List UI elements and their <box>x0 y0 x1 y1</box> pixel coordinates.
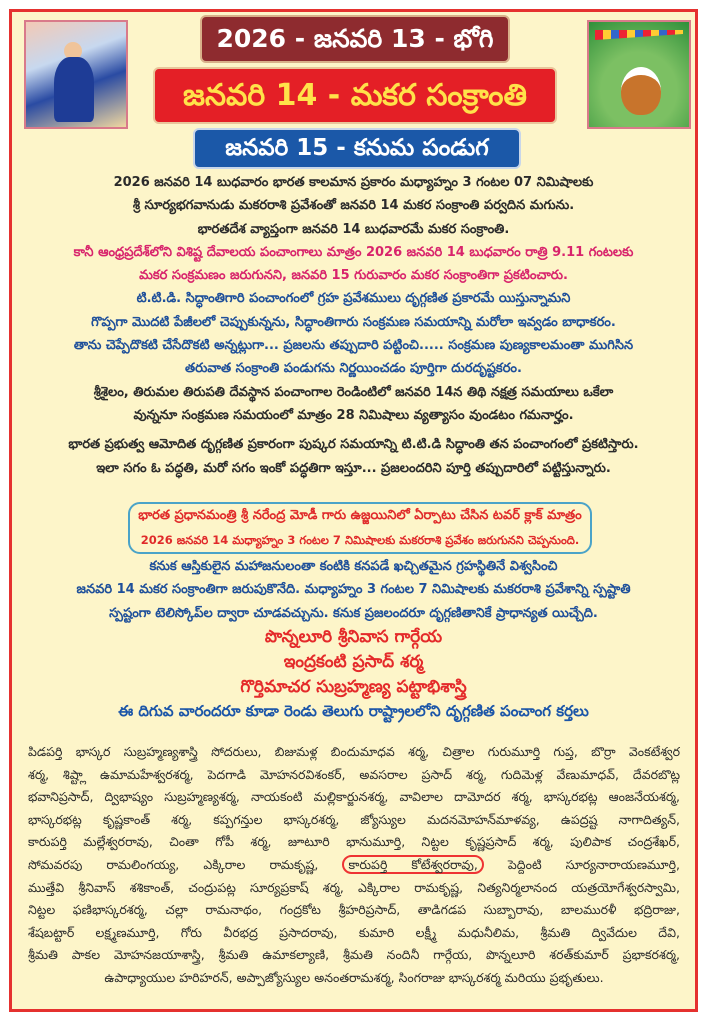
bhogi-banner: 2026 - జనవరి 13 - భోగి <box>200 15 510 63</box>
para3-line: టి.టి.డి. సిద్ధాంతిగారి పంచాంగంలో గ్రహ ప్రవేశములు దృగ్గణిత ప్రకారమే యిస్తున్నామని <box>136 291 571 307</box>
conclusion-text <box>12 555 695 723</box>
names-heading: ఈ దిగువ వారందరూ కూడా రెండు తెలుగు రాష్ట్రాలలోని దృగ్గణిత పంచాంగ కర్తలు <box>118 701 589 720</box>
names-segment: పెద్దింటి సూర్యనారాయణమూర్తి, <box>507 856 680 872</box>
para1-line: భారతదేశ వ్యాప్తంగా జనవరి 14 బుధవారమే మకర సంక్రాంతి. <box>197 221 510 237</box>
names-line: నిట్టల ఫణిభాస్కరశర్మ, చల్లా రామనాథం, గంద్రకోట శ్రీహరిప్రసాద్, తాడిగడప సుబ్బారావు, బాలమురళీ భద్రిరాజు, <box>28 902 680 918</box>
names-segment: సోమవరపు రామలింగయ్య, ఎక్కిరాల రామకృష్ణ, <box>28 856 319 872</box>
kanuma-banner: జనవరి 15 - కనుమ పండుగ <box>193 128 521 169</box>
tower-clock-callout <box>128 502 592 554</box>
para1-line: 2026 జనవరి 14 బుధవారం భారత కాలమాన ప్రకారం మధ్యాహ్నం 3 గంటల 07 నిమిషాలకు <box>113 175 594 190</box>
names-line: పిడపర్తి భాస్కర సుబ్రహ్మణ్యశాస్త్రి సోదరులు, బిజుమళ్ల బిందుమాధవ శర్మ, చిత్రాల గురుమూర్తి గుప్త, బొర్రా వెంకటేశ్వర <box>28 744 680 759</box>
pongal-pot <box>621 67 661 115</box>
para3-line: తాను చెప్పేదొకటి చేసేదొకటి అన్నట్లుగా... ప్రజలను తప్పుదారి పట్టించి..... సంక్రమణ పుణ్యకాలమంతా ముగిసిన <box>73 338 634 354</box>
para5-line: ఇలా సగం ఓ పద్ధతి, మరో సగం ఇంకో పద్ధతిగా ఇస్తూ... ప్రజలందరిని పూర్తి తప్పుదారిలో పట్టిస్తున్నారు. <box>96 460 611 476</box>
names-line <box>28 854 680 877</box>
circled-name: కారుపర్తి కోటేశ్వరరావు, <box>342 855 483 874</box>
para2-line: మకర సంక్రమణం జరుగునని, జనవరి 15 గురువారం మకర సంక్రాంతిగా ప్రకటించారు. <box>139 268 568 284</box>
names-line: భవానిప్రసాద్, ద్విభాష్యం సుబ్రహ్మణ్యశర్మ, నాయకంటి మల్లికార్జునశర్మ, వావిలాల దామోదర శర్మ, భాస్కరభట్ల ఆంజనేయశర్మ, <box>28 789 680 805</box>
para3-line: గొప్పగా మొదటి పేజీలలో చెప్పుకున్నను, సిద్ధాంతిగారు సంక్రమణ సమయాన్ని మరోలా ఇవ్వడం బాధాకరం. <box>91 314 616 330</box>
names-line: భాస్కరభట్ల కృష్ణకాంత్ శర్మ, కప్పగన్తుల భాస్కరశర్మ, జ్యోస్యుల మదనమోహన్‌మాళవ్య, ఉపద్రష్ట నాగాదిత్యన్, <box>28 811 680 827</box>
para5-line: భారత ప్రభుత్వ ఆమోదిత దృగ్గణిత ప్రకారంగా పుష్కర సమయాన్ని టి.టి.డి సిద్ధాంతి తన పంచాంగంలో ప్రకటిస్తారు. <box>68 437 639 453</box>
names-line: ముత్తేవి శ్రీనివాస్ శశికాంత్, చంద్రుపట్ల సూర్యప్రకాష్ శర్మ, ఎక్కిరాల రామకృష్ణ, నిత్యనిర్మలానంద యత్రయోగేశ్వరస్వామి, <box>28 879 680 895</box>
body-text <box>12 171 695 480</box>
figure-dress <box>54 57 94 122</box>
signatory-name: పొన్నలూరి శ్రీనివాస గార్గేయ <box>264 626 443 647</box>
para1-line: శ్రీ సూర్యభగవానుడు మకరరాశి ప్రవేశంతో జనవరి 14 మకర సంక్రాంతి పర్వదిన మగును. <box>132 198 575 214</box>
names-line: కారుపర్తి మల్లేశ్వరరావు, చింతా గోపీ శర్మ, జూటూరి భానుమూర్తి, నిట్టల కృష్ణప్రసాద్ శర్మ, పులిపాక చంద్రశేఖర్, <box>28 834 680 850</box>
callout-line: భారత ప్రధానమంత్రి శ్రీ నరేంద్ర మోడీ గారు ఉజ్జయినిలో ఏర్పాటు చేసిన టవర్ క్లాక్ మాత్రం <box>138 508 582 523</box>
para6-line: స్పష్టంగా టెలిస్కోప్‌ల ద్వారా చూడవచ్చును. కనుక ప్రజలందరూ దృగ్గణితానికే ప్రాధాన్యత యిచ్చేది. <box>109 605 598 621</box>
bunting-decoration <box>595 30 683 40</box>
para6-line: కనుక ఆస్తికులైన మహాజనులంతా కంటికి కనపడే ఖచ్చితమైన గ్రహస్థితినే విశ్వసించి <box>149 559 558 574</box>
panchanga-authors-list <box>28 741 680 990</box>
para3-line: తరువాత సంక్రాంతి పండుగను నిర్ణయించడం పూర్తిగా దురదృష్టకరం. <box>185 361 522 377</box>
signatory-name: ఇంద్రకంటి ప్రసాద్ శర్మ <box>283 651 424 672</box>
para4-line: వున్ననూ సంక్రమణ సమయంలో మాత్రం 28 నిమిషాలు వ్యత్యాసం వుండటం గమనార్హం. <box>133 407 574 423</box>
para2-line: కానీ ఆంధ్రప్రదేశ్‌లోని విశిష్ట దేవాలయ పంచాంగాలు మాత్రం 2026 జనవరి 14 బుధవారం రాత్రి 9.11 గంటలకు <box>73 244 634 260</box>
sankranti-pot-illustration <box>587 20 691 129</box>
para6-line: జనవరి 14 మకర సంక్రాంతిగా జరుపుకొనేది. మధ్యాహ్నం 3 గంటల 7 నిమిషాలకు మకరరాశి ప్రవేశాన్ని స్పష్టాతి <box>76 582 631 598</box>
bhogi-illustration <box>24 20 128 129</box>
names-line: శేషబట్టార్ లక్ష్మణమూర్తి, గోరు వీరభద్ర ప్రసాదరావు, కుమారి లక్ష్మీ మధునీలిమ, శ్రీమతి ద్వివేదుల దేవి, <box>28 924 680 940</box>
signatory-name: గొర్తిమాచర సుబ్రహ్మణ్య పట్టాభిశాస్త్రి <box>240 676 467 697</box>
poster-frame <box>9 9 698 1012</box>
sankranti-banner: జనవరి 14 - మకర సంక్రాంతి <box>153 67 557 124</box>
names-line: శర్మ, శిష్ట్లా ఉమామహేశ్వరశర్మ, పెదగాడి మోహనరవిశంకర్, అవసరాల ప్రసాద్ శర్మ, గుదిమెళ్ల వేణుమాధవ్, దేవరబొట్ల <box>28 766 680 782</box>
names-line: శ్రీమతి పాకల మోహనజయాశాస్త్రి, శ్రీమతి ఉమాకల్యాణి, శ్రీమతి నందినీ గార్గేయ, పొన్నలూరి శరత్‌కుమార్ ప్రభాకరశర్మ, <box>28 947 680 963</box>
para4-line: శ్రీశైలం, తిరుమల తిరుపతి దేవస్థాన పంచాంగాల రెండింటిలో జనవరి 14న తిథి నక్షత్ర సమయాలు ఒకేలా <box>93 384 614 400</box>
callout-line: 2026 జనవరి 14 మధ్యాహ్నం 3 గంటల 7 నిమిషాలకు మకరరాశి ప్రవేశం జరుగునని చెప్పనుంది. <box>140 533 580 547</box>
names-line-last: ఉపాధ్యాయుల హరిహరన్, అప్పాజ్యోస్యుల అనంతరామశర్మ, సింగరాజు భాస్కరశర్మ మరియు ప్రభృతులు. <box>104 969 604 985</box>
